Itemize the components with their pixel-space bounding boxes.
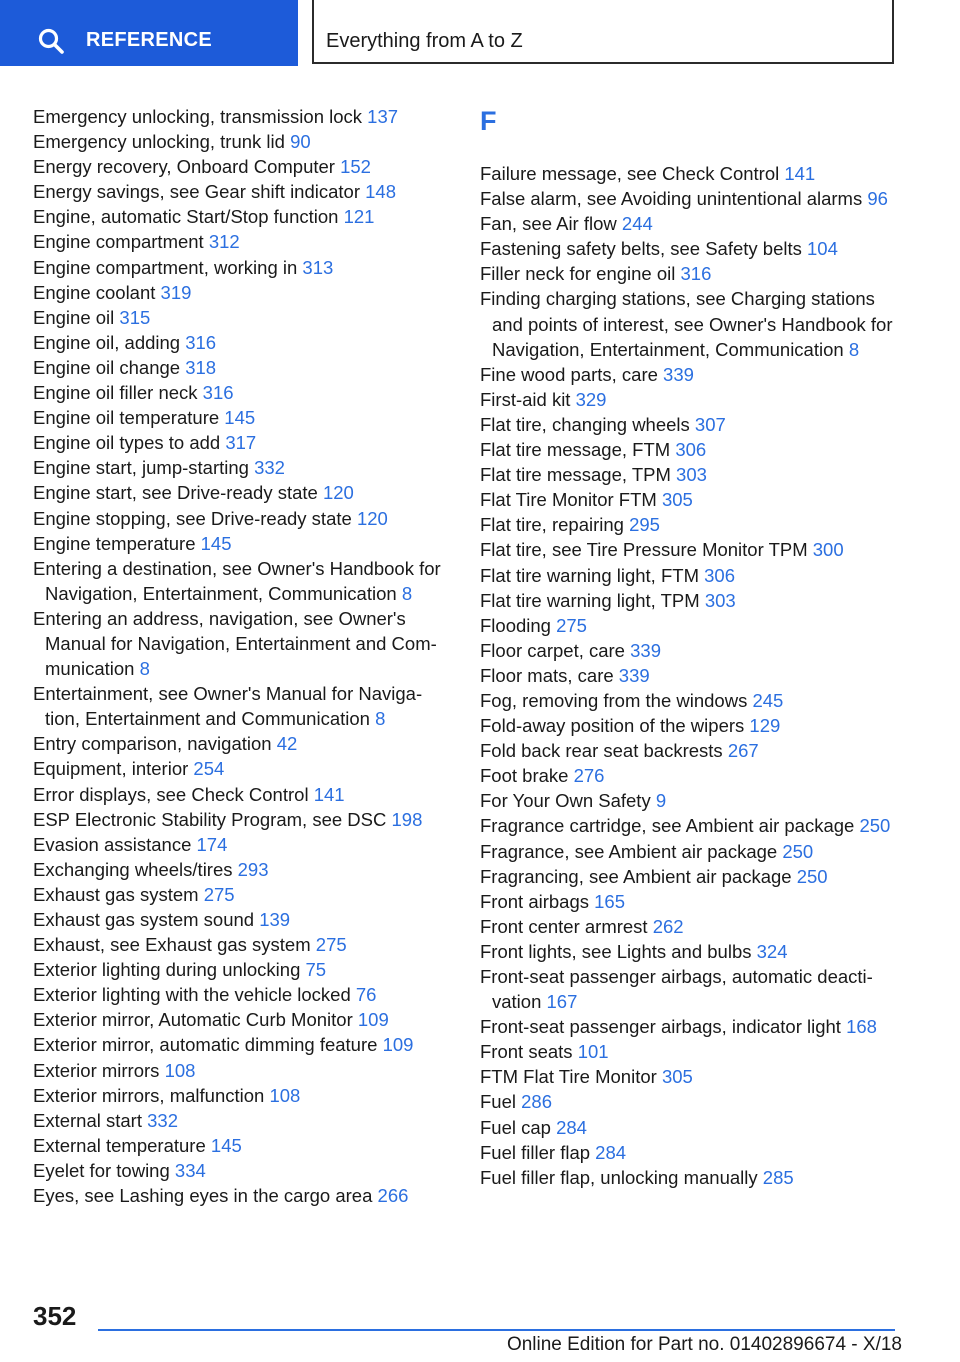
page-reference-link[interactable]: 275 <box>556 614 587 636</box>
index-entry-text: Engine temperature <box>33 532 201 554</box>
index-entry <box>33 807 449 832</box>
page-reference-link[interactable]: 303 <box>704 589 736 611</box>
page-reference-link[interactable]: 303 <box>676 464 707 486</box>
index-entry <box>480 161 910 186</box>
page-reference-link[interactable]: 305 <box>661 1066 693 1088</box>
index-entry-text: ESP Electronic Stability Program, see DSC <box>33 808 392 830</box>
page-reference-link[interactable]: 329 <box>575 388 607 410</box>
index-entry <box>33 355 449 380</box>
index-entry-text: Front center armrest <box>480 915 653 937</box>
index-entry <box>33 255 449 280</box>
index-entry <box>33 1133 449 1158</box>
index-entry <box>33 957 449 982</box>
page-reference-link[interactable]: 275 <box>203 883 235 905</box>
index-entry-text: Fine wood parts, care <box>480 363 664 385</box>
page-reference-link[interactable]: 318 <box>185 356 217 378</box>
page-reference-link[interactable]: 285 <box>762 1166 794 1188</box>
index-entry-text: Engine compartment <box>33 231 209 253</box>
index-entry-text: External start <box>33 1109 148 1131</box>
index-entry-text: Flooding <box>480 614 557 636</box>
page-reference-link[interactable]: 306 <box>675 439 707 461</box>
index-entry-text: Entering a destination, see Owner's Handbook for Navigation, Entertainment, Communication <box>33 557 441 604</box>
index-entry <box>33 1058 449 1083</box>
page-reference-link[interactable]: 148 <box>365 181 397 203</box>
page-reference-link[interactable]: 244 <box>621 213 653 235</box>
index-entry <box>33 1158 449 1183</box>
page-reference-link[interactable]: 293 <box>237 858 269 880</box>
index-entry <box>480 462 910 487</box>
page-number: 352 <box>33 1301 77 1331</box>
page-reference-link[interactable]: 266 <box>377 1185 409 1207</box>
page-reference-link[interactable]: 8 <box>375 708 386 730</box>
index-entry-text: Front-seat passenger airbags, indicator light <box>480 1016 847 1038</box>
index-entry-text: Fold back rear seat backrests <box>480 740 728 762</box>
index-entry-text: Engine oil change <box>33 356 186 378</box>
index-entry-text: Exhaust gas system sound <box>33 909 260 930</box>
index-entry-text: Energy savings, see Gear shift indicator <box>33 181 366 203</box>
page-reference-link[interactable]: 90 <box>290 131 311 153</box>
page-reference-link[interactable]: 316 <box>185 331 217 353</box>
index-entry <box>480 939 910 964</box>
page-reference-link[interactable]: 101 <box>577 1041 609 1063</box>
index-entry <box>33 229 449 254</box>
page-reference-link[interactable]: 313 <box>302 256 334 278</box>
index-letter-heading: F <box>480 106 497 136</box>
index-entry-text: Fragrancing, see Ambient air package <box>480 865 797 887</box>
index-entry-text: Engine oil temperature <box>33 407 225 429</box>
index-entry <box>480 387 910 412</box>
index-entry-text: Engine coolant <box>33 281 161 303</box>
page-reference-link[interactable]: 145 <box>210 1134 242 1156</box>
index-entry-text: Fragrance, see Ambient air package <box>480 840 783 862</box>
index-entry <box>480 437 910 462</box>
page-reference-link[interactable]: 8 <box>139 658 150 680</box>
index-entry <box>33 1108 449 1133</box>
index-entry <box>480 286 910 361</box>
index-entry-text: Foot brake <box>480 765 574 787</box>
page-reference-link[interactable]: 316 <box>202 382 234 404</box>
index-entry-text: Eyelet for towing <box>33 1159 175 1181</box>
index-entry <box>33 882 449 907</box>
page-reference-link[interactable]: 8 <box>848 338 860 360</box>
index-entry <box>33 405 449 430</box>
index-entry-text: Engine oil, adding <box>33 331 186 353</box>
index-entry <box>480 412 910 437</box>
page-reference-link[interactable]: 174 <box>196 833 228 855</box>
index-entry <box>480 1039 910 1064</box>
index-entry-text: Exhaust gas system <box>33 883 204 905</box>
page-reference-link[interactable]: 129 <box>749 715 781 737</box>
index-entry-text: Exterior mirror, automatic dimming feature <box>33 1034 383 1056</box>
index-entry-text: Engine oil <box>33 306 120 328</box>
index-entry-text: Engine start, jump-starting <box>33 457 255 479</box>
page-reference-link[interactable]: 250 <box>859 815 891 837</box>
index-entry <box>33 1183 449 1208</box>
page-reference-link[interactable]: 108 <box>164 1059 196 1081</box>
index-entry-text: Flat Tire Monitor FTM <box>480 489 662 511</box>
index-entry-text: Front lights, see Lights and bulbs <box>480 940 757 962</box>
page-reference-link[interactable]: 306 <box>704 564 735 586</box>
page-reference-link[interactable]: 286 <box>521 1091 553 1113</box>
index-entry <box>480 864 910 889</box>
index-entry <box>33 305 449 330</box>
index-entry-text: First-aid kit <box>480 388 576 410</box>
index-entry <box>33 982 449 1007</box>
index-entry-text: Entering an address, navigation, see Owner's Manual for Navigation, Entertainment and Communication <box>33 607 437 680</box>
index-entry-text: Exterior lighting with the vehicle locked <box>33 984 356 1006</box>
index-entry-text: Engine start, see Drive-ready state <box>33 482 323 504</box>
index-entry-text: Exterior mirrors, malfunction <box>33 1084 270 1106</box>
index-entry-text: Fold-away position of the wipers <box>480 715 750 737</box>
index-entry <box>480 1140 910 1165</box>
page-reference-link[interactable]: 324 <box>756 940 788 962</box>
index-entry <box>33 857 449 882</box>
page-reference-link[interactable]: 315 <box>119 306 151 328</box>
index-entry-text: Fog, removing from the windows <box>480 689 753 711</box>
page-reference-link[interactable]: 316 <box>680 263 712 285</box>
page-reference-link[interactable]: 137 <box>367 106 399 127</box>
index-entry-text: Fastening safety belts, see Safety belts <box>480 238 808 260</box>
page-reference-link[interactable]: 76 <box>355 984 377 1006</box>
index-entry <box>33 179 449 204</box>
index-entry-text: Front seats <box>480 1041 578 1063</box>
page-header <box>0 0 960 66</box>
reference-tab-label: REFERENCE <box>86 29 213 51</box>
index-entry <box>33 1007 449 1032</box>
index-entry-text: Flat tire, changing wheels <box>480 413 695 435</box>
index-entry <box>33 129 449 154</box>
section-title: Everything from A to Z <box>326 30 523 52</box>
page-reference-link[interactable]: 120 <box>356 507 388 529</box>
index-entry <box>33 782 449 807</box>
index-column-right <box>480 104 910 1190</box>
index-entry <box>480 261 910 286</box>
page-reference-link[interactable]: 250 <box>796 865 828 887</box>
index-entry <box>480 788 910 813</box>
index-entry <box>33 430 449 455</box>
section-title-tab <box>312 0 894 64</box>
page-reference-link[interactable]: 75 <box>305 959 327 981</box>
page-reference-link[interactable]: 8 <box>401 582 413 604</box>
index-entry-text: External temperature <box>33 1134 211 1156</box>
page-reference-link[interactable]: 312 <box>208 231 240 253</box>
index-entry <box>480 964 910 1014</box>
index-entry-text: Floor carpet, care <box>480 639 631 661</box>
index-entry-text: Error displays, see Check Control <box>33 783 314 805</box>
index-entry-text: Engine oil types to add <box>33 432 226 454</box>
index-entry <box>33 681 449 731</box>
index-entry-text: Flat tire warning light, FTM <box>480 564 705 586</box>
index-entry <box>33 907 449 932</box>
index-entry <box>480 563 910 588</box>
index-entry <box>33 756 449 781</box>
edition-note: Online Edition for Part no. 01402896674 - X/18 <box>506 1334 902 1355</box>
index-column-left <box>33 104 449 1208</box>
index-entry <box>33 1083 449 1108</box>
index-entry-text: Flat tire warning light, TPM <box>480 589 705 611</box>
index-entry-text: Fuel <box>480 1091 522 1113</box>
index-entry <box>33 480 449 505</box>
index-entry <box>33 531 449 556</box>
index-entry-text: Finding charging stations, see Charging stations and points of interest, see Owner's Handbook for Navigation, Entertainment, Communication <box>480 288 893 360</box>
page-reference-link[interactable]: 332 <box>254 457 285 479</box>
page-reference-link[interactable]: 152 <box>340 156 371 178</box>
page-reference-link[interactable]: 339 <box>663 363 694 385</box>
index-entry <box>480 613 910 638</box>
index-entry-text: Flat tire message, FTM <box>480 439 676 461</box>
page-reference-link[interactable]: 262 <box>652 915 684 937</box>
index-entry <box>33 455 449 480</box>
index-entry <box>480 537 910 562</box>
page-reference-link[interactable]: 245 <box>752 689 784 711</box>
index-entry-text: Fuel filler flap <box>480 1141 596 1163</box>
index-entry <box>480 663 910 688</box>
index-entry <box>480 211 910 236</box>
index-entry <box>33 1032 449 1057</box>
index-entry-text: Exhaust, see Exhaust gas system <box>33 934 316 956</box>
index-entry <box>33 280 449 305</box>
index-entry <box>33 154 449 179</box>
index-entry <box>480 487 910 512</box>
index-entry-text: Entertainment, see Owner's Manual for Navigation, Entertainment and Communication <box>33 683 423 730</box>
index-entry <box>480 1115 910 1140</box>
page-reference-link[interactable]: 284 <box>556 1116 587 1138</box>
page-reference-link[interactable]: 109 <box>357 1009 389 1031</box>
index-entry-text: Fuel cap <box>480 1116 557 1138</box>
index-entry <box>33 606 449 681</box>
page-reference-link[interactable]: 109 <box>382 1034 414 1056</box>
page-reference-link[interactable]: 141 <box>313 783 345 805</box>
index-entry-text: Filler neck for engine oil <box>480 263 681 285</box>
index-entry <box>33 932 449 957</box>
index-entry-text: Engine compartment, working in <box>33 256 303 278</box>
page-reference-link[interactable]: 121 <box>343 206 375 228</box>
index-entry-text: FTM Flat Tire Monitor <box>480 1066 662 1088</box>
index-entry-text: Energy recovery, Onboard Computer <box>33 156 341 178</box>
index-entry <box>480 512 910 537</box>
index-entry-text: Flat tire, see Tire Pressure Monitor TPM <box>480 539 813 561</box>
page-reference-link[interactable]: 339 <box>630 639 661 661</box>
page-reference-link[interactable]: 307 <box>694 413 726 435</box>
index-entry-text: For Your Own Safety <box>480 790 656 812</box>
index-entry-text: Emergency unlocking, transmission lock <box>33 106 368 127</box>
page-reference-link[interactable]: 141 <box>784 163 816 184</box>
page-reference-link[interactable]: 254 <box>193 758 225 780</box>
page-reference-link[interactable]: 319 <box>160 281 192 303</box>
index-entry <box>33 330 449 355</box>
index-entry-text: Flat tire, repairing <box>480 514 630 536</box>
page-reference-link[interactable]: 276 <box>573 765 605 787</box>
page-reference-link[interactable]: 267 <box>727 740 759 762</box>
reference-tab[interactable] <box>0 0 298 66</box>
index-entry <box>480 763 910 788</box>
page-reference-link[interactable]: 300 <box>812 539 844 561</box>
index-entry <box>33 380 449 405</box>
index-entry <box>480 738 910 763</box>
page-reference-link[interactable]: 165 <box>594 890 626 912</box>
page-reference-link[interactable]: 339 <box>618 664 650 686</box>
page-reference-link[interactable]: 139 <box>259 909 291 930</box>
index-entry <box>480 688 910 713</box>
index-entry <box>480 1014 910 1039</box>
index-entry <box>33 104 449 129</box>
page-reference-link[interactable]: 334 <box>174 1159 206 1181</box>
index-entry-text: Evasion assistance <box>33 833 197 855</box>
page-reference-link[interactable]: 108 <box>269 1084 301 1106</box>
index-entry-text: Emergency unlocking, trunk lid <box>33 131 291 153</box>
search-icon <box>38 28 64 54</box>
page-reference-link[interactable]: 250 <box>782 840 814 862</box>
index-entry <box>480 362 910 387</box>
index-entry-text: Floor mats, care <box>480 664 619 686</box>
index-entry <box>480 1165 910 1190</box>
index-entry <box>33 506 449 531</box>
index-entry <box>33 832 449 857</box>
page-reference-link[interactable]: 42 <box>276 733 298 755</box>
index-entry-text: Fuel filler flap, unlocking manually <box>480 1166 763 1188</box>
page-reference-link[interactable]: 284 <box>595 1141 627 1163</box>
index-entry-text: Fan, see Air flow <box>480 213 622 235</box>
index-entry-text: Front-seat passenger airbags, automatic deactivation <box>480 966 873 1013</box>
page-reference-link[interactable]: 120 <box>322 482 354 504</box>
page-reference-link[interactable]: 145 <box>200 532 232 554</box>
index-entry <box>480 638 910 663</box>
page-reference-link[interactable]: 9 <box>655 790 667 812</box>
index-entry <box>480 839 910 864</box>
page-reference-link[interactable]: 317 <box>225 432 257 454</box>
index-entry-text: Equipment, interior <box>33 758 194 780</box>
index-entry <box>480 1089 910 1114</box>
page-reference-link[interactable]: 96 <box>867 188 888 210</box>
index-entry-text: Flat tire message, TPM <box>480 464 677 486</box>
page-reference-link[interactable]: 198 <box>391 808 423 830</box>
index-entry-text: Exterior mirrors <box>33 1059 165 1081</box>
index-entry <box>480 186 910 211</box>
index-entry-text: Entry comparison, navigation <box>33 733 277 755</box>
index-entry-text: Exchanging wheels/tires <box>33 858 238 880</box>
page-reference-link[interactable]: 167 <box>546 991 578 1013</box>
page-reference-link[interactable]: 145 <box>224 407 256 429</box>
index-entry-text: Fragrance cartridge, see Ambient air package <box>480 815 860 837</box>
index-entry-text: False alarm, see Avoiding unintentional alarms <box>480 188 868 210</box>
footer-divider <box>98 1329 895 1331</box>
index-entry <box>480 588 910 613</box>
index-entry-text: Exterior mirror, Automatic Curb Monitor <box>33 1009 358 1031</box>
page-reference-link[interactable]: 275 <box>315 934 347 956</box>
page-reference-link[interactable]: 305 <box>661 489 693 511</box>
index-entry <box>480 889 910 914</box>
index-entry <box>33 204 449 229</box>
index-entry-list <box>480 161 910 1190</box>
page-reference-link[interactable]: 168 <box>846 1016 877 1038</box>
page-reference-link[interactable]: 295 <box>629 514 660 536</box>
index-entry-text: Eyes, see Lashing eyes in the cargo area <box>33 1185 378 1207</box>
index-entry-text: Engine oil filler neck <box>33 382 203 404</box>
index-entry <box>480 914 910 939</box>
index-entry <box>480 236 910 261</box>
index-entry <box>33 556 449 606</box>
index-entry-text: Exterior lighting during unlocking <box>33 959 306 981</box>
index-entry <box>33 731 449 756</box>
index-entry <box>480 813 910 838</box>
page-reference-link[interactable]: 104 <box>807 238 838 260</box>
index-entry-text: Failure message, see Check Control <box>480 163 785 184</box>
index-entry-text: Engine, automatic Start/Stop function <box>33 206 344 228</box>
index-entry-text: Front airbags <box>480 890 595 912</box>
page-reference-link[interactable]: 332 <box>147 1109 179 1131</box>
index-entry <box>480 1064 910 1089</box>
index-entry-text: Engine stopping, see Drive-ready state <box>33 507 357 529</box>
index-entry <box>480 713 910 738</box>
